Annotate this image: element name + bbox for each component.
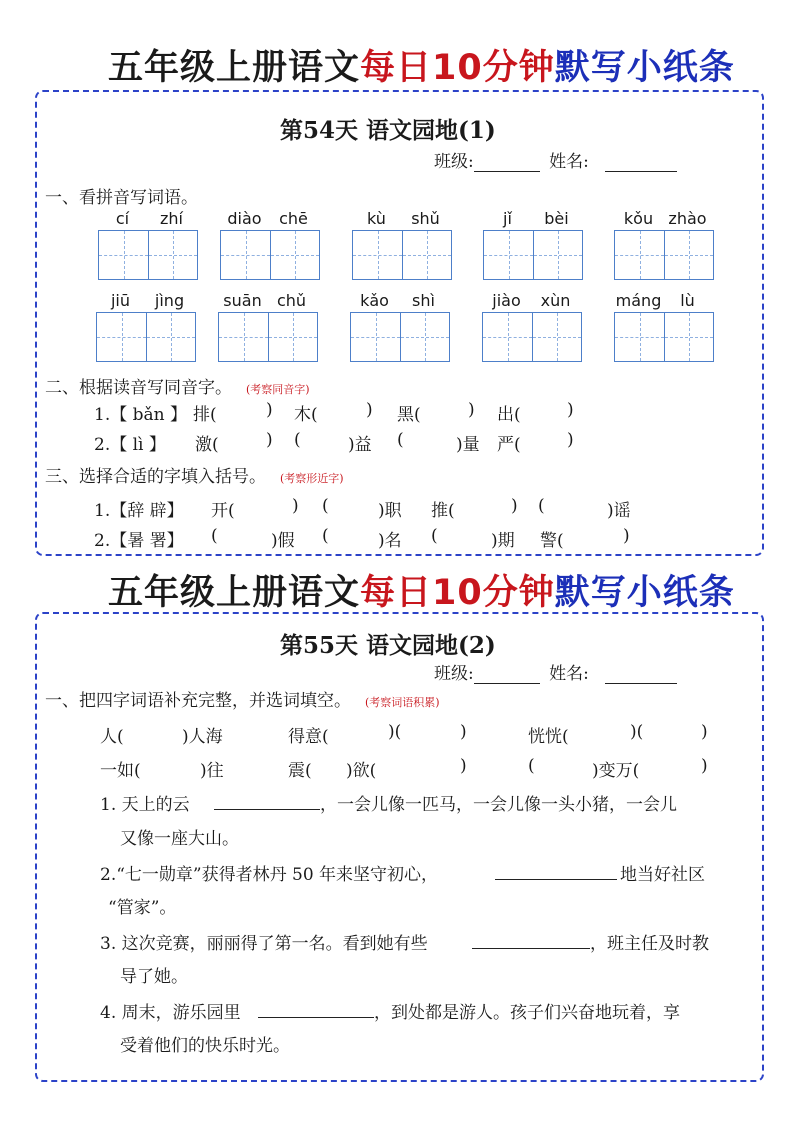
pinyin-syllable: kù bbox=[367, 209, 386, 228]
sentence2-part-b: 地当好社区 bbox=[620, 865, 705, 885]
writing-cell[interactable] bbox=[219, 313, 268, 361]
page-header-2 bbox=[108, 565, 735, 615]
tianzige-writing-grid[interactable] bbox=[98, 230, 198, 280]
day55-title: 第55天 语文园地(2) bbox=[280, 632, 496, 659]
fill-token: ( bbox=[322, 496, 329, 516]
idiom-token: )往 bbox=[200, 761, 224, 781]
day55-class-name-row bbox=[434, 659, 677, 684]
fill-token: )职 bbox=[378, 501, 402, 521]
idiom-token: 恍恍( bbox=[528, 727, 569, 747]
sec3-q2-prefix: 2.【暑 署】 bbox=[94, 531, 184, 551]
sentence3-part-a: 3. 这次竞赛，丽丽得了第一名。看到她有些 bbox=[100, 934, 428, 954]
idiom-token: 得意( bbox=[288, 727, 329, 747]
writing-cell[interactable] bbox=[615, 313, 664, 361]
fill-token: 木( bbox=[294, 405, 318, 425]
writing-cell[interactable] bbox=[483, 313, 532, 361]
sentence2-part-a: 2.“七一勋章”获得者林丹 50 年来坚守初心， bbox=[100, 865, 439, 885]
fill-token: ) bbox=[266, 400, 273, 420]
pinyin-syllable: jiào bbox=[492, 291, 521, 310]
idiom-token: )( bbox=[388, 722, 402, 742]
idiom-token: ) bbox=[460, 756, 467, 776]
idiom-token: ) bbox=[460, 722, 467, 742]
day54-section3-heading bbox=[45, 462, 344, 487]
pinyin-syllable: shì bbox=[412, 291, 435, 310]
day54-title: 第54天 语文园地(1) bbox=[280, 117, 496, 144]
sentence4-part-a: 4. 周末，游乐园里 bbox=[100, 1003, 241, 1023]
fill-token: ) bbox=[511, 496, 518, 516]
writing-cell[interactable] bbox=[351, 313, 400, 361]
writing-cell[interactable] bbox=[664, 313, 713, 361]
fill-token: ) bbox=[266, 430, 273, 450]
fill-token: )谣 bbox=[607, 501, 631, 521]
fill-token: ) bbox=[567, 400, 574, 420]
writing-cell[interactable] bbox=[99, 231, 148, 279]
fill-token: ) bbox=[292, 496, 299, 516]
class-label: 班级: bbox=[434, 664, 474, 684]
section2-note: (考察同音字) bbox=[246, 383, 310, 396]
fill-token: )益 bbox=[348, 435, 372, 455]
section2-text: 二、根据读音写同音字。 bbox=[45, 378, 232, 398]
fill-token: ) bbox=[567, 430, 574, 450]
writing-cell[interactable] bbox=[270, 231, 319, 279]
tianzige-writing-grid[interactable] bbox=[96, 312, 196, 362]
pinyin-syllable: jǐ bbox=[503, 209, 512, 228]
sentence2-blank[interactable] bbox=[495, 878, 617, 880]
tianzige-writing-grid[interactable] bbox=[352, 230, 452, 280]
fill-token: ) bbox=[623, 526, 630, 546]
pinyin-syllable: bèi bbox=[544, 209, 569, 228]
fill-token: 开( bbox=[211, 501, 235, 521]
tianzige-writing-grid[interactable] bbox=[350, 312, 450, 362]
sentence2-part-c: “管家”。 bbox=[108, 898, 177, 918]
sec2-q1-prefix: 1.【 bǎn 】 bbox=[94, 405, 187, 425]
fill-token: ) bbox=[366, 400, 373, 420]
sentence4-part-b: ，到处都是游人。孩子们兴奋地玩着，享 bbox=[374, 1003, 680, 1023]
fill-token: 推( bbox=[431, 501, 455, 521]
writing-cell[interactable] bbox=[353, 231, 402, 279]
writing-cell[interactable] bbox=[484, 231, 533, 279]
fill-token: ( bbox=[294, 430, 301, 450]
writing-cell[interactable] bbox=[97, 313, 146, 361]
idiom-token: )欲( bbox=[346, 761, 377, 781]
fill-token: ) bbox=[468, 400, 475, 420]
writing-cell[interactable] bbox=[221, 231, 270, 279]
fill-token: ( bbox=[397, 430, 404, 450]
class-blank[interactable] bbox=[474, 665, 540, 684]
pinyin-syllable: chē bbox=[279, 209, 308, 228]
day54-section2-heading bbox=[45, 373, 310, 398]
pinyin-syllable: suān bbox=[223, 291, 262, 310]
day55-section1-heading bbox=[45, 686, 440, 711]
class-label: 班级: bbox=[434, 152, 474, 172]
section3-note: (考察形近字) bbox=[280, 472, 344, 485]
pinyin-syllable: kǎo bbox=[360, 291, 389, 310]
header-part2: 每日10分钟 bbox=[360, 48, 555, 88]
pinyin-syllable: jìng bbox=[154, 291, 185, 310]
header-part1: 五年级上册语文 bbox=[108, 48, 361, 88]
fill-token: 警( bbox=[540, 531, 564, 551]
writing-cell[interactable] bbox=[533, 231, 582, 279]
fill-token: )名 bbox=[378, 531, 402, 551]
tianzige-writing-grid[interactable] bbox=[614, 312, 714, 362]
pinyin-syllable: xùn bbox=[540, 291, 571, 310]
pinyin-syllable: diào bbox=[227, 209, 262, 228]
fill-token: ( bbox=[431, 526, 438, 546]
fill-token: 黑( bbox=[397, 405, 421, 425]
fill-token: 严( bbox=[497, 435, 521, 455]
writing-cell[interactable] bbox=[664, 231, 713, 279]
fill-token: )期 bbox=[491, 531, 515, 551]
writing-cell[interactable] bbox=[268, 313, 317, 361]
pinyin-syllable: zhí bbox=[160, 209, 183, 228]
writing-cell[interactable] bbox=[532, 313, 581, 361]
sentence3-blank[interactable] bbox=[472, 947, 590, 949]
pinyin-syllable: lù bbox=[680, 291, 695, 310]
page-header-1 bbox=[108, 40, 735, 90]
name-label: 姓名: bbox=[549, 664, 589, 684]
fill-token: 出( bbox=[497, 405, 521, 425]
fill-token: 激( bbox=[195, 435, 219, 455]
idiom-token: 震( bbox=[288, 761, 312, 781]
idiom-token: ( bbox=[528, 756, 535, 776]
fill-token: ( bbox=[211, 526, 218, 546]
writing-cell[interactable] bbox=[146, 313, 195, 361]
idiom-token: ) bbox=[701, 756, 708, 776]
writing-cell[interactable] bbox=[148, 231, 197, 279]
header-part3: 默写小纸条 bbox=[554, 48, 735, 88]
name-label: 姓名: bbox=[549, 152, 589, 172]
tianzige-writing-grid[interactable] bbox=[482, 312, 582, 362]
tianzige-writing-grid[interactable] bbox=[614, 230, 714, 280]
tianzige-writing-grid[interactable] bbox=[220, 230, 320, 280]
name-blank[interactable] bbox=[605, 153, 677, 172]
pinyin-syllable: shǔ bbox=[411, 209, 440, 228]
writing-cell[interactable] bbox=[615, 231, 664, 279]
pinyin-syllable: zhào bbox=[668, 209, 707, 228]
idiom-token: )( bbox=[630, 722, 644, 742]
section3-text: 三、选择合适的字填入括号。 bbox=[45, 467, 266, 487]
sentence1-part-b: ，一会儿像一匹马，一会儿像一头小猪，一会儿 bbox=[320, 795, 677, 815]
section1-note: (考察词语积累) bbox=[365, 696, 440, 709]
sentence1-part-a: 1. 天上的云 bbox=[100, 795, 190, 815]
day54-section1-heading: 一、看拼音写词语。 bbox=[45, 188, 198, 208]
pinyin-syllable: cí bbox=[115, 209, 130, 228]
class-blank[interactable] bbox=[474, 153, 540, 172]
section1-text: 一、把四字词语补充完整，并选词填空。 bbox=[45, 691, 351, 711]
pinyin-syllable: jiū bbox=[110, 291, 131, 310]
tianzige-writing-grid[interactable] bbox=[483, 230, 583, 280]
header-part1: 五年级上册语文 bbox=[108, 573, 361, 613]
day54-class-name-row bbox=[434, 147, 677, 172]
sec3-q1-prefix: 1.【辞 辟】 bbox=[94, 501, 184, 521]
fill-token: ( bbox=[538, 496, 545, 516]
sentence1-part-c: 又像一座大山。 bbox=[120, 829, 239, 849]
sentence4-blank[interactable] bbox=[258, 1016, 374, 1018]
fill-token: )量 bbox=[456, 435, 480, 455]
sentence1-blank[interactable] bbox=[214, 808, 320, 810]
writing-cell[interactable] bbox=[402, 231, 451, 279]
pinyin-syllable: máng bbox=[615, 291, 662, 310]
idiom-token: )人海 bbox=[182, 727, 223, 747]
sentence4-part-c: 受着他们的快乐时光。 bbox=[120, 1036, 290, 1056]
sentence3-part-b: ，班主任及时教 bbox=[590, 934, 709, 954]
pinyin-syllable: chǔ bbox=[276, 291, 307, 310]
sec2-q2-prefix: 2.【 lì 】 bbox=[94, 435, 166, 455]
idiom-token: 一如( bbox=[100, 761, 141, 781]
idiom-token: )变万( bbox=[592, 761, 640, 781]
fill-token: ( bbox=[322, 526, 329, 546]
header-part3: 默写小纸条 bbox=[554, 573, 735, 613]
idiom-token: ) bbox=[701, 722, 708, 742]
fill-token: 排( bbox=[193, 405, 217, 425]
writing-cell[interactable] bbox=[400, 313, 449, 361]
fill-token: )假 bbox=[271, 531, 295, 551]
pinyin-syllable: kǒu bbox=[623, 209, 654, 228]
header-part2: 每日10分钟 bbox=[360, 573, 555, 613]
sentence3-part-c: 导了她。 bbox=[120, 967, 188, 987]
idiom-token: 人( bbox=[100, 727, 124, 747]
name-blank[interactable] bbox=[605, 665, 677, 684]
tianzige-writing-grid[interactable] bbox=[218, 312, 318, 362]
